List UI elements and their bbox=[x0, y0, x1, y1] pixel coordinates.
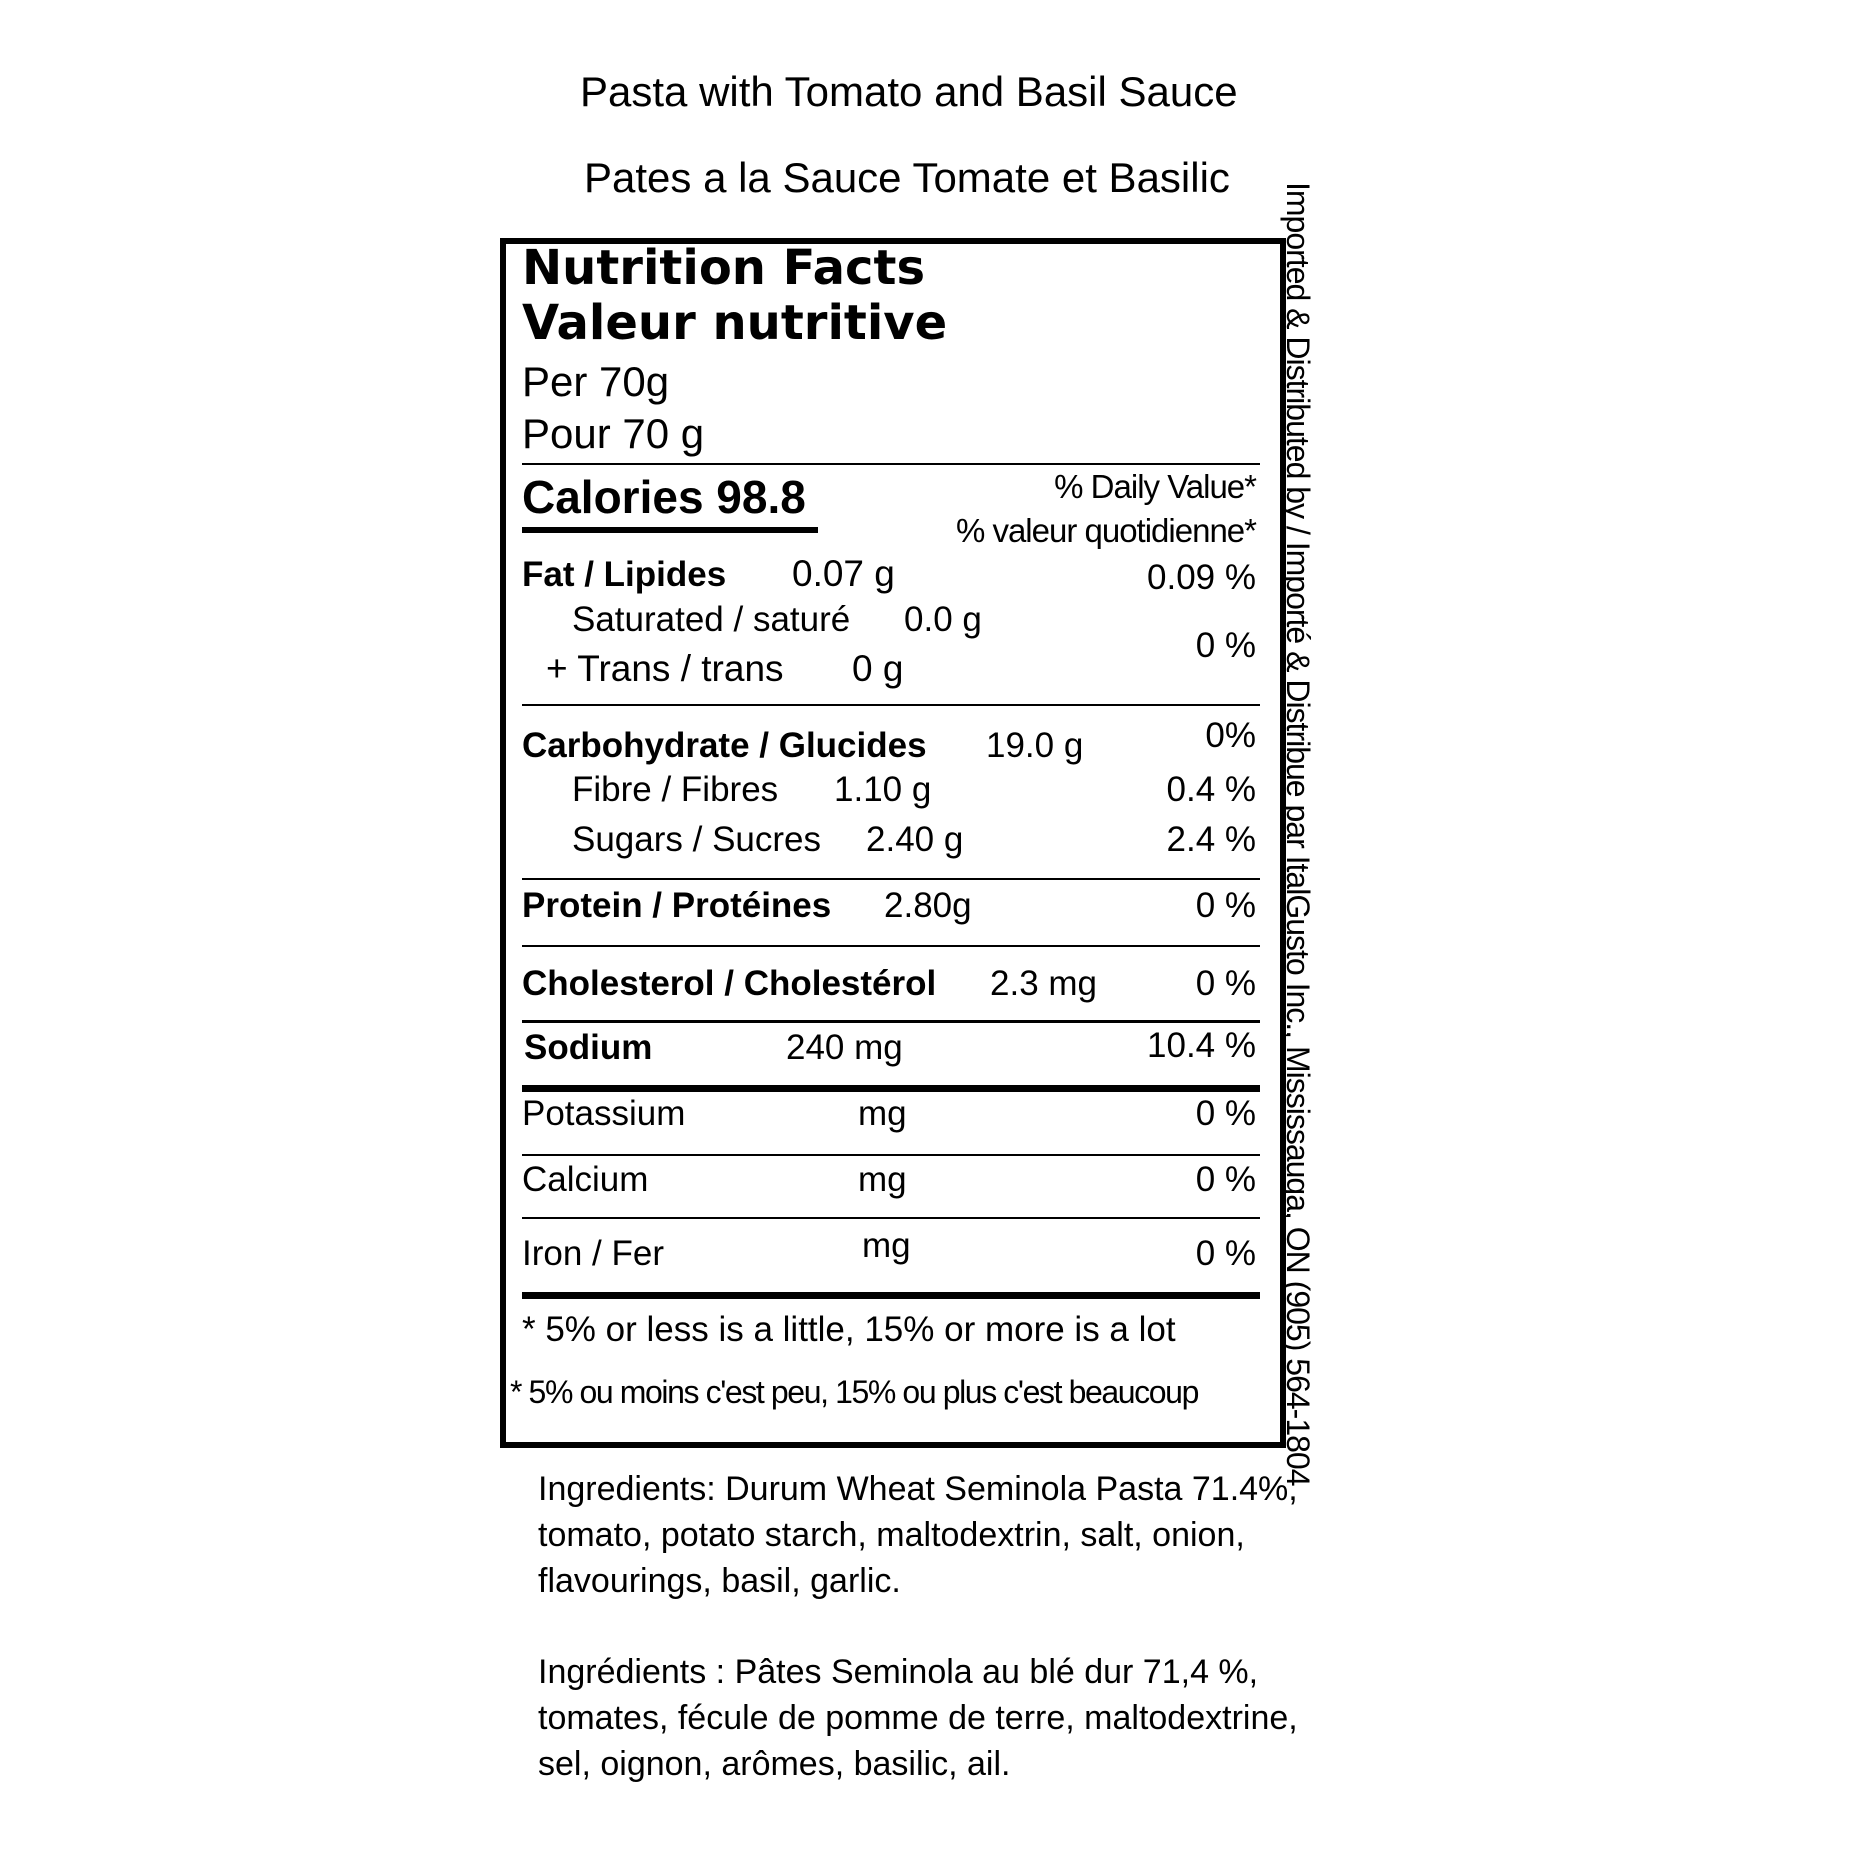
calcium-dv: 0 % bbox=[1195, 1160, 1256, 1199]
ingredients-fr: Ingrédients : Pâtes Seminola au blé dur 71,4 %, tomates, fécule de pomme de terre, maltodextrine, sel, oignon, arômes, basilic, ail. bbox=[538, 1653, 1298, 1783]
sodium-dv: 10.4 % bbox=[1147, 1026, 1256, 1065]
calcium-label: Calcium bbox=[522, 1160, 649, 1199]
nutrition-heading-fr: Valeur nutritive bbox=[522, 295, 948, 351]
divider-thick bbox=[522, 1292, 1260, 1299]
divider bbox=[522, 1217, 1260, 1219]
serving-size-en: Per 70g bbox=[522, 358, 670, 405]
divider-thick bbox=[522, 1085, 1260, 1092]
daily-value-header-fr: % valeur quotidienne* bbox=[955, 512, 1256, 549]
nutrition-heading-en: Nutrition Facts bbox=[522, 240, 926, 296]
ingredients-en: Ingredients: Durum Wheat Seminola Pasta 71.4%, tomato, potato starch, maltodextrin, salt, onion, flavourings, basil, garlic. bbox=[538, 1470, 1298, 1600]
potassium-dv: 0 % bbox=[1195, 1094, 1256, 1133]
protein-label: Protein / Protéines bbox=[522, 886, 832, 925]
divider bbox=[522, 463, 1260, 465]
iron-dv: 0 % bbox=[1195, 1234, 1256, 1273]
iron-label: Iron / Fer bbox=[522, 1234, 664, 1273]
footnote-fr: * 5% ou moins c'est peu, 15% ou plus c'est beaucoup bbox=[510, 1374, 1198, 1410]
trans-amount: 0 g bbox=[852, 648, 904, 689]
sugars-amount: 2.40 g bbox=[866, 820, 964, 859]
divider bbox=[522, 704, 1260, 706]
carbohydrate-label: Carbohydrate / Glucides bbox=[522, 726, 927, 765]
trans-label: + Trans / trans bbox=[546, 648, 784, 689]
sugars-label: Sugars / Sucres bbox=[572, 820, 821, 859]
carbohydrate-dv: 0% bbox=[1205, 716, 1256, 755]
sodium-amount: 240 mg bbox=[786, 1028, 903, 1067]
saturated-trans-dv: 0 % bbox=[1195, 626, 1256, 665]
fibre-label: Fibre / Fibres bbox=[572, 770, 779, 809]
footnote-en: * 5% or less is a little, 15% or more is a lot bbox=[522, 1310, 1176, 1349]
protein-dv: 0 % bbox=[1195, 886, 1256, 925]
sugars-dv: 2.4 % bbox=[1166, 820, 1256, 859]
cholesterol-label: Cholesterol / Cholestérol bbox=[522, 964, 937, 1003]
cholesterol-amount: 2.3 mg bbox=[990, 964, 1097, 1003]
calories-underline bbox=[522, 527, 818, 533]
fat-amount: 0.07 g bbox=[792, 553, 895, 594]
divider bbox=[522, 878, 1260, 880]
sodium-label: Sodium bbox=[524, 1028, 653, 1067]
product-title-fr: Pates a la Sauce Tomate et Basilic bbox=[584, 154, 1230, 201]
distributor-info: Imported & Distributed by / Importé & Distribue par ItalGusto Inc., Mississauga, ON (905) 564-1804 bbox=[1280, 182, 1316, 1486]
fibre-amount: 1.10 g bbox=[834, 770, 932, 809]
saturated-amount: 0.0 g bbox=[904, 600, 982, 639]
fat-label: Fat / Lipides bbox=[522, 555, 727, 594]
potassium-amount: mg bbox=[858, 1094, 907, 1133]
divider bbox=[522, 1154, 1260, 1156]
fibre-dv: 0.4 % bbox=[1166, 770, 1256, 809]
serving-size-fr: Pour 70 g bbox=[522, 410, 705, 457]
divider bbox=[522, 1020, 1260, 1023]
divider bbox=[522, 945, 1260, 947]
iron-amount: mg bbox=[862, 1226, 911, 1265]
daily-value-header-en: % Daily Value* bbox=[1054, 468, 1256, 505]
product-title-en: Pasta with Tomato and Basil Sauce bbox=[580, 68, 1238, 115]
calcium-amount: mg bbox=[858, 1160, 907, 1199]
carbohydrate-amount: 19.0 g bbox=[986, 726, 1084, 765]
saturated-label: Saturated / saturé bbox=[572, 600, 851, 639]
calories: Calories 98.8 bbox=[522, 471, 806, 523]
fat-dv: 0.09 % bbox=[1147, 558, 1256, 597]
cholesterol-dv: 0 % bbox=[1195, 964, 1256, 1003]
protein-amount: 2.80g bbox=[884, 886, 972, 925]
potassium-label: Potassium bbox=[522, 1094, 686, 1133]
